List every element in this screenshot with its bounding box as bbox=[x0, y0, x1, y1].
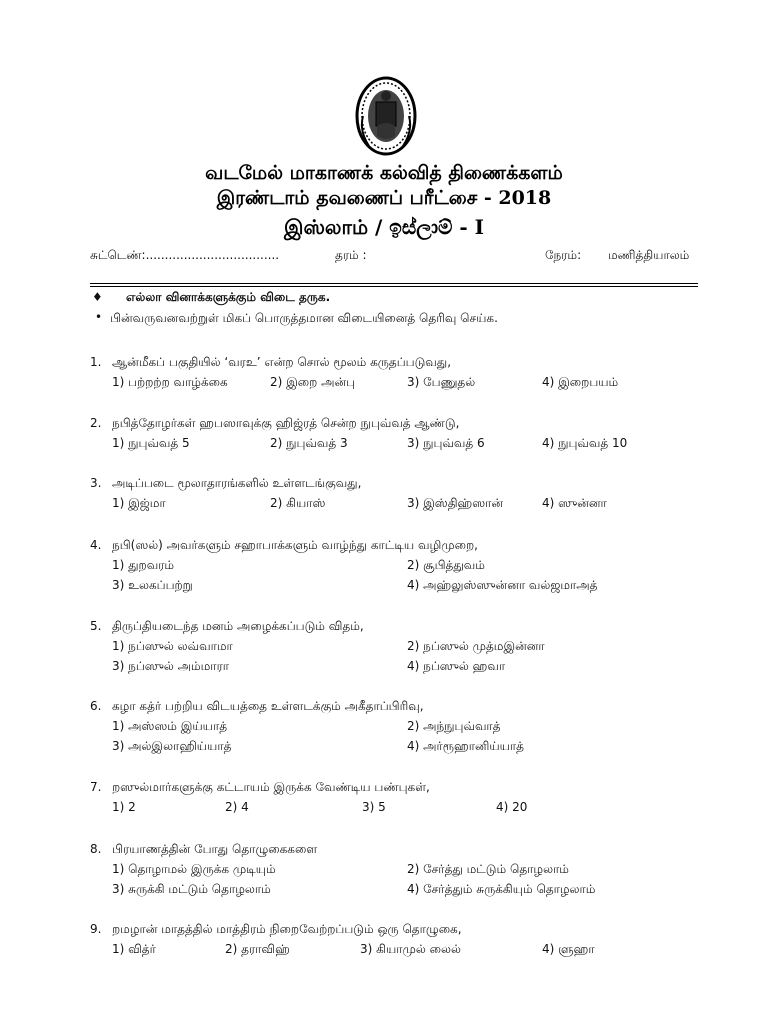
question-number: 7. bbox=[90, 780, 102, 794]
question-text: நபித்தோழர்கள் ஹபஸாவுக்கு ஹிஜ்ரத் சென்ற நுபுவ்வத் ஆண்டு, bbox=[112, 416, 460, 430]
option-2[interactable]: 2) சேர்த்து மட்டும் தொழலாம் bbox=[407, 862, 569, 876]
question-number: 2. bbox=[90, 416, 102, 430]
option-1[interactable]: 1) பற்றற்ற வாழ்க்கை bbox=[112, 375, 228, 389]
question-text: ஆன்மீகப் பகுதியில் ‘வரஉ’ என்ற சொல் மூலம் கருதப்படுவது, bbox=[112, 355, 452, 369]
instruction-choose: பின்வருவனவற்றுள் மிகப் பொருத்தமான விடையினைத் தெரிவு செய்க. bbox=[110, 311, 498, 325]
option-3[interactable]: 3) அல்இலாஹிய்யாத் bbox=[112, 739, 232, 753]
department-title: வடமேல் மாகாணக் கல்வித் திணைக்களம் bbox=[205, 162, 563, 184]
header-rule-top bbox=[90, 283, 698, 284]
option-3[interactable]: 3) இஸ்திஹ்ஸான் bbox=[407, 496, 504, 510]
question-1 bbox=[90, 352, 710, 392]
question-4 bbox=[90, 535, 710, 595]
option-1[interactable]: 1) இஜ்மா bbox=[112, 496, 166, 510]
option-1[interactable]: 1) துறவரம் bbox=[112, 558, 175, 572]
question-number: 3. bbox=[90, 476, 102, 490]
question-number: 4. bbox=[90, 538, 102, 552]
question-number: 9. bbox=[90, 922, 102, 936]
option-4[interactable]: 4) சேர்த்தும் சுருக்கியும் தொழலாம் bbox=[407, 882, 596, 896]
option-2[interactable]: 2) 4 bbox=[225, 800, 249, 814]
question-text: திருப்தியடைந்த மனம் அழைக்கப்படும் விதம், bbox=[112, 619, 364, 633]
question-number: 5. bbox=[90, 619, 102, 633]
provincial-emblem bbox=[355, 76, 417, 158]
option-3[interactable]: 3) உலகப்பற்று bbox=[112, 578, 193, 592]
option-2[interactable]: 2) இறை அன்பு bbox=[270, 375, 356, 389]
option-4[interactable]: 4) ளுஹா bbox=[542, 942, 595, 956]
option-2[interactable]: 2) அந்நுபுவ்வாத் bbox=[407, 719, 501, 733]
option-4[interactable]: 4) 20 bbox=[496, 800, 528, 814]
option-4[interactable]: 4) அஹ்லுஸ்ஸுன்னா வல்ஜமாஅத் bbox=[407, 578, 598, 592]
question-number: 8. bbox=[90, 842, 102, 856]
index-number-label: சுட்டெண்:................................... bbox=[90, 248, 280, 262]
instruction-answer-all: எல்லா வினாக்களுக்கும் விடை தருக. bbox=[126, 290, 331, 304]
diamond-bullet: ♦ bbox=[92, 290, 103, 304]
option-4[interactable]: 4) நுபுவ்வத் 10 bbox=[542, 436, 628, 450]
question-2 bbox=[90, 413, 710, 453]
option-2[interactable]: 2) கியாஸ் bbox=[270, 496, 326, 510]
round-bullet: • bbox=[95, 310, 103, 324]
question-text: பிரயாணத்தின் போது தொழுகைகளை bbox=[112, 842, 318, 856]
option-3[interactable]: 3) 5 bbox=[362, 800, 386, 814]
question-number: 1. bbox=[90, 355, 102, 369]
option-1[interactable]: 1) தொழாமல் இருக்க முடியும் bbox=[112, 862, 276, 876]
question-text: றஸுல்மார்களுக்கு கட்டாயம் இருக்க வேண்டிய பண்புகள், bbox=[112, 780, 430, 794]
question-text: அடிப்படை மூலாதாரங்களில் உள்ளடங்குவது, bbox=[112, 476, 362, 490]
option-3[interactable]: 3) கியாமுல் லைல் bbox=[360, 942, 461, 956]
header-rule-bottom bbox=[90, 286, 698, 287]
option-3[interactable]: 3) நப்ஸுல் அம்மாரா bbox=[112, 659, 230, 673]
option-3[interactable]: 3) நுபுவ்வத் 6 bbox=[407, 436, 485, 450]
time-value: மணித்தியாலம் bbox=[608, 248, 690, 262]
option-3[interactable]: 3) சுருக்கி மட்டும் தொழலாம் bbox=[112, 882, 271, 896]
grade-label: தரம் : bbox=[335, 248, 367, 262]
option-4[interactable]: 4) ஸுன்னா bbox=[542, 496, 607, 510]
option-2[interactable]: 2) நப்ஸுல் முத்மஇன்னா bbox=[407, 639, 545, 653]
question-text: நபி(ஸல்) அவர்களும் சஹாபாக்களும் வாழ்ந்து காட்டிய வழிமுறை, bbox=[112, 538, 478, 552]
question-6 bbox=[90, 696, 710, 756]
option-1[interactable]: 1) 2 bbox=[112, 800, 136, 814]
question-5 bbox=[90, 616, 710, 676]
question-7 bbox=[90, 777, 710, 817]
exam-title: இரண்டாம் தவணைப் பரீட்சை - 2018 bbox=[216, 187, 552, 209]
question-text: றமழான் மாதத்தில் மாத்திரம் நிறைவேற்றப்படும் ஒரு தொழுகை, bbox=[112, 922, 462, 936]
question-9 bbox=[90, 919, 710, 959]
question-text: கழா கத்ர் பற்றிய விடயத்தை உள்ளடக்கும் அகீதாப்பிரிவு, bbox=[112, 699, 424, 713]
question-number: 6. bbox=[90, 699, 102, 713]
option-1[interactable]: 1) வித்ர் bbox=[112, 942, 156, 956]
option-1[interactable]: 1) அஸ்ஸம் இய்யாத் bbox=[112, 719, 228, 733]
option-4[interactable]: 4) அர்ரூஹானிய்யாத் bbox=[407, 739, 524, 753]
option-2[interactable]: 2) நுபுவ்வத் 3 bbox=[270, 436, 348, 450]
time-label: நேரம்: bbox=[545, 248, 582, 262]
question-3 bbox=[90, 473, 710, 513]
subject-title: இஸ்லாம் / ඉස්ලාම් - I bbox=[283, 215, 484, 239]
option-2[interactable]: 2) சூபித்துவம் bbox=[407, 558, 485, 572]
option-1[interactable]: 1) நுபுவ்வத் 5 bbox=[112, 436, 190, 450]
option-4[interactable]: 4) இறைபயம் bbox=[542, 375, 619, 389]
option-2[interactable]: 2) தராவிஹ் bbox=[225, 942, 290, 956]
question-8 bbox=[90, 839, 710, 899]
option-1[interactable]: 1) நப்ஸுல் லவ்வாமா bbox=[112, 639, 233, 653]
option-3[interactable]: 3) பேணுதல் bbox=[407, 375, 476, 389]
option-4[interactable]: 4) நப்ஸுல் ஹவா bbox=[407, 659, 506, 673]
